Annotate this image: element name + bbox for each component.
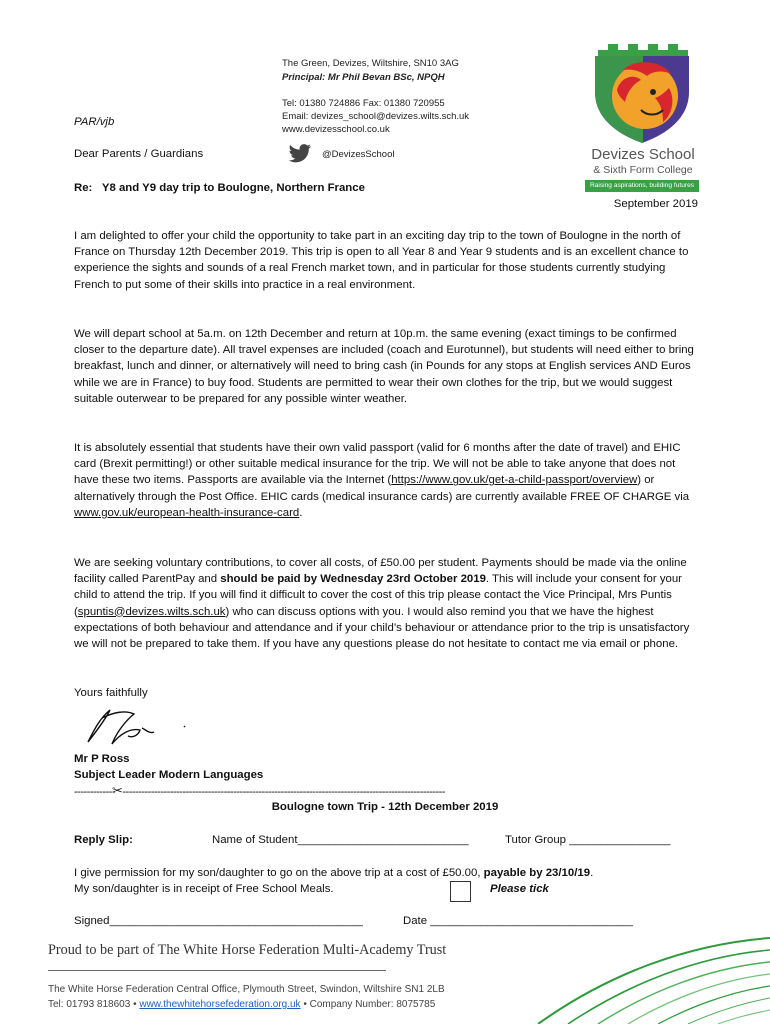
letter-date: September 2019 xyxy=(613,198,698,210)
date-field[interactable]: Date ________________________________ xyxy=(403,915,633,927)
federation-contact: Tel: 01793 818603 • www.thewhitehorsefederation.org.uk • Company Number: 8075785 xyxy=(48,999,436,1010)
school-logo xyxy=(583,40,701,196)
ehic-link[interactable]: www.gov.uk/european-health-insurance-card xyxy=(74,506,300,519)
paragraph-intro: I am delighted to offer your child the opportunity to take part in an exciting day trip to the town of Boulogne in the north of France on Thursday 12th December 2019. This trip is open to all Year 8 and Year 9 students and is an excellent chance to experience the sights and sounds of a real French market town, and in particular for those students currently studying French to put some of their skills into practice in a real environment. xyxy=(74,230,689,291)
salutation: Dear Parents / Guardians xyxy=(74,148,204,160)
free-school-meals-line: My son/daughter is in receipt of Free School Meals. xyxy=(74,883,334,895)
email-line[interactable]: Email: devizes_school@devizes.wilts.sch.uk xyxy=(282,111,470,122)
footer-divider xyxy=(48,970,386,971)
school-address: The Green, Devizes, Wiltshire, SN10 3AG xyxy=(282,58,459,69)
paragraph-travel: We will depart school at 5a.m. on 12th December and return at 10p.m. the same evening (exact timings to be confirmed closer to the departure date). All travel expenses are included (coach and Eurotunnel), but students will need either to bring breakfast, lunch and dinner, or alternatively will need to bring cash (in Pounds for any stops at English services AND Euros while we are in France) to buy food. Students are permitted to wear their own clothes for the trip, but we would suggest suitable outerwear to be prepared for any possible winter weather. xyxy=(74,328,694,405)
vice-principal-email-link[interactable]: spuntis@devizes.wilts.sch.uk xyxy=(77,605,226,618)
fsm-checkbox[interactable] xyxy=(450,881,471,902)
white-horse-swoosh-graphic xyxy=(498,930,770,1024)
reply-slip-label: Reply Slip: xyxy=(74,834,133,846)
logo-tagline: Raising aspirations, building futures xyxy=(585,180,699,192)
student-name-field[interactable]: Name of Student___________________________ xyxy=(212,834,469,846)
signatory-name: Mr P Ross xyxy=(74,753,130,765)
please-tick-label: Please tick xyxy=(490,883,549,895)
cut-line: ------------✂------------------------------------------------------------------------------------------------------ xyxy=(74,783,446,798)
letter-reference: PAR/vjb xyxy=(74,116,115,128)
principal-line: Principal: Mr Phil Bevan BSc, NPQH xyxy=(282,72,445,83)
signatory-title: Subject Leader Modern Languages xyxy=(74,769,264,781)
closing: Yours faithfully xyxy=(74,687,148,699)
website-line[interactable]: www.devizesschool.co.uk xyxy=(282,124,390,135)
trust-line: Proud to be part of The White Horse Federation Multi-Academy Trust xyxy=(48,942,447,958)
twitter-bird-icon[interactable] xyxy=(288,144,312,164)
twitter-handle[interactable]: @DevizesSchool xyxy=(322,149,395,160)
passport-link[interactable]: https://www.gov.uk/get-a-child-passport/overview xyxy=(391,474,638,487)
paragraph-passport: It is absolutely essential that students have their own valid passport (valid for 6 months after the date of travel) and EHIC card (Brexit permitting!) or other suitable medical insurance for the trip. We will not be able to take anyone that does not have these two items. Passports are available via the Internet (https://www.gov.uk/get-a-child-passport/overview) or alternatively through the Post Office. EHIC cards (medical insurance cards) are currently available FREE OF CHARGE via www.gov.uk/european-health-insurance-card. xyxy=(74,442,690,519)
subject-line: Re: Y8 and Y9 day trip to Boulogne, Northern France xyxy=(74,182,365,194)
signature-image xyxy=(80,704,200,748)
lion-crest-icon xyxy=(583,40,701,144)
phone-fax: Tel: 01380 724886 Fax: 01380 720955 xyxy=(282,98,445,109)
logo-subtitle: & Sixth Form College xyxy=(593,164,693,176)
signature-field[interactable]: Signed________________________________________ xyxy=(74,915,363,927)
permission-line: I give permission for my son/daughter to go on the above trip at a cost of £50.00, payable by 23/10/19. xyxy=(74,867,594,879)
tutor-group-field[interactable]: Tutor Group ________________ xyxy=(505,834,671,846)
federation-website-link[interactable]: www.thewhitehorsefederation.org.uk xyxy=(139,999,301,1010)
federation-address: The White Horse Federation Central Office, Plymouth Street, Swindon, Wiltshire SN1 2LB xyxy=(48,984,445,995)
logo-school-name: Devizes School xyxy=(591,146,695,163)
paragraph-payment: We are seeking voluntary contributions, to cover all costs, of £50.00 per student. Payments should be made via the online facility called ParentPay and should be paid by Wednesday 23rd October 2019. This will include your consent for your child to attend the trip. If you will find it difficult to cover the cost of this trip please contact the Vice Principal, Mrs Puntis (spuntis@devizes.wilts.sch.uk) who can discuss options with you. I would also remind you that we have the highest expectations of both behaviour and attendance and if your child’s behaviour or attendance prior to the trip is unsatisfactory we will not be prepared to take them. If you have any questions please do not hesitate to contact me via email or phone. xyxy=(74,557,690,651)
reply-slip-title: Boulogne town Trip - 12th December 2019 xyxy=(271,801,499,813)
scissors-icon: ✂ xyxy=(111,783,123,798)
